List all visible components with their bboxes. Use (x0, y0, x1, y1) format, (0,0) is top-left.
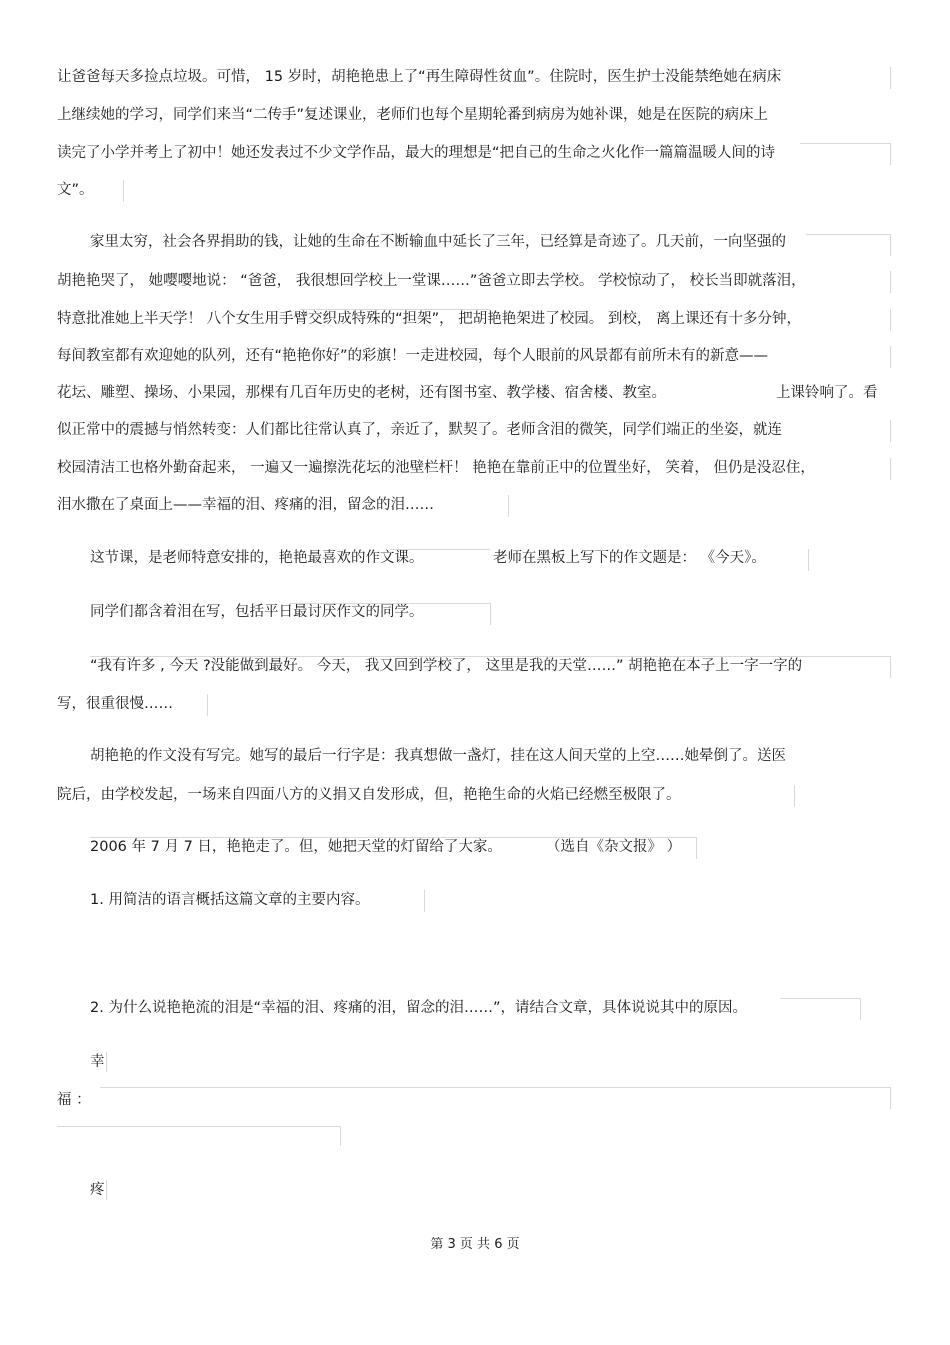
scan-rule (508, 495, 509, 517)
answer-label-happy: 幸 (90, 1054, 105, 1070)
article-line: 这节课，是老师特意安排的，艳艳最喜欢的作文课。 (90, 550, 424, 566)
scan-rule (890, 309, 891, 331)
scan-rule (890, 458, 891, 480)
scan-rule (340, 1126, 341, 1146)
scan-rule (696, 837, 697, 859)
scan-rule (390, 549, 490, 550)
article-line: 文”。 (57, 182, 94, 198)
scan-rule (890, 1087, 891, 1109)
page-number: 第 3 页 共 6 页 (430, 1237, 520, 1252)
scan-rule (106, 1180, 107, 1200)
scan-rule (890, 346, 891, 368)
scan-rule (424, 890, 425, 912)
scan-rule (890, 420, 891, 442)
article-line: 泪水撒在了桌面上——幸福的泪、疼痛的泪，留念的泪…… (57, 497, 434, 513)
scan-rule (800, 143, 890, 144)
article-line: 似正常中的震撼与悄然转变：人们都比往常认真了，亲近了，默契了。老师含泪的微笑，同学们端正的坐姿，就连 (57, 422, 782, 438)
article-line: 花坛、雕塑、操场、小果园，那棵有几百年历史的老树，还有图书室、教学楼、宿舍楼、教室。 (57, 385, 666, 401)
article-line: 写，很重很慢…… (57, 696, 173, 712)
scan-rule (890, 67, 891, 89)
article-line: 老师在黑板上写下的作文题是： 《今天》。 (493, 550, 766, 566)
article-line: 特意批准她上半天学！ 八个女生用手臂交织成特殊的“担架”， 把胡艳艳架进了校园。 到校， 离上课还有十多分钟， (57, 311, 801, 327)
article-line: 同学们都含着泪在写，包括平日最讨厌作文的同学。 (90, 604, 424, 620)
scan-rule (794, 785, 795, 807)
scan-rule (90, 656, 890, 657)
scan-rule (300, 309, 490, 310)
scan-rule (890, 271, 891, 293)
article-line: 上课铃响了。看 (776, 385, 878, 401)
article-line: “我有许多 , 今天 ?没能做到最好。 今天， 我又回到学校了， 这里是我的天堂……” 胡艳艳在本子上一字一字的 (90, 658, 803, 674)
article-line: 院后，由学校发起，一场来自四面八方的义捐又自发形成，但，艳艳生命的火焰已经燃至极限了。 (57, 787, 681, 803)
article-line: 校园清洁工也格外勤奋起来， 一遍又一遍擦洗花坛的池壁栏杆！ 艳艳在靠前正中的位置坐好， 笑着， 但仍是没忍住， (57, 460, 815, 476)
answer-label-happy: 福 ： (57, 1092, 91, 1108)
answer-label-pain: 疼 (90, 1182, 105, 1198)
article-line: 胡艳艳的作文没有写完。她写的最后一行字是：我真想做一盏灯，挂在这人间天堂的上空……她晕倒了。送医 (90, 748, 786, 764)
scan-rule (780, 998, 860, 999)
scan-rule (890, 656, 891, 678)
scan-rule (57, 1126, 340, 1127)
scan-rule (100, 1087, 890, 1088)
article-line: 2006 年 7 月 7 日，艳艳走了。但，她把天堂的灯留给了大家。 (90, 839, 502, 855)
question-2: 2. 为什么说艳艳流的泪是“幸福的泪、疼痛的泪，留念的泪……”，请结合文章，具体说说其中的原因。 (90, 1000, 747, 1016)
scan-rule (490, 603, 491, 625)
scan-rule (860, 998, 861, 1020)
article-line: 每间教室都有欢迎她的队列，还有“艳艳你好”的彩旗！一走进校园，每个人眼前的风景都有前所未有的新意—— (57, 348, 769, 364)
scan-rule (90, 837, 696, 838)
scan-rule (890, 234, 891, 256)
question-1: 1. 用简洁的语言概括这篇文章的主要内容。 (90, 892, 370, 908)
article-line: 家里太穷，社会各界捐助的钱，让她的生命在不断输血中延长了三年，已经算是奇迹了。几天前，一向坚强的 (90, 234, 786, 250)
article-line: 上继续她的学习，同学们来当“二传手”复述课业，老师们也每个星期轮番到病房为她补课，她是在医院的病床上 (57, 107, 769, 123)
scan-rule (106, 1052, 107, 1072)
scan-rule (806, 234, 890, 235)
source-citation: （选自《杂文报》 ） (546, 839, 682, 855)
scan-rule (290, 603, 490, 604)
scan-rule (890, 143, 891, 165)
article-line: 胡艳艳哭了， 她嘤嘤地说： “爸爸， 我很想回学校上一堂课……”爸爸立即去学校。 学校惊动了， 校长当即就落泪， (57, 273, 806, 289)
scan-rule (123, 180, 124, 202)
scan-rule (207, 694, 208, 716)
article-line: 读完了小学并考上了初中！她还发表过不少文学作品，最大的理想是“把自己的生命之火化作一篇篇温暖人间的诗 (57, 145, 776, 161)
scan-rule (808, 549, 809, 571)
article-line: 让爸爸每天多捡点垃圾。可惜， 15 岁时，胡艳艳患上了“再生障碍性贫血”。住院时，医生护士没能禁绝她在病床 (57, 69, 782, 85)
